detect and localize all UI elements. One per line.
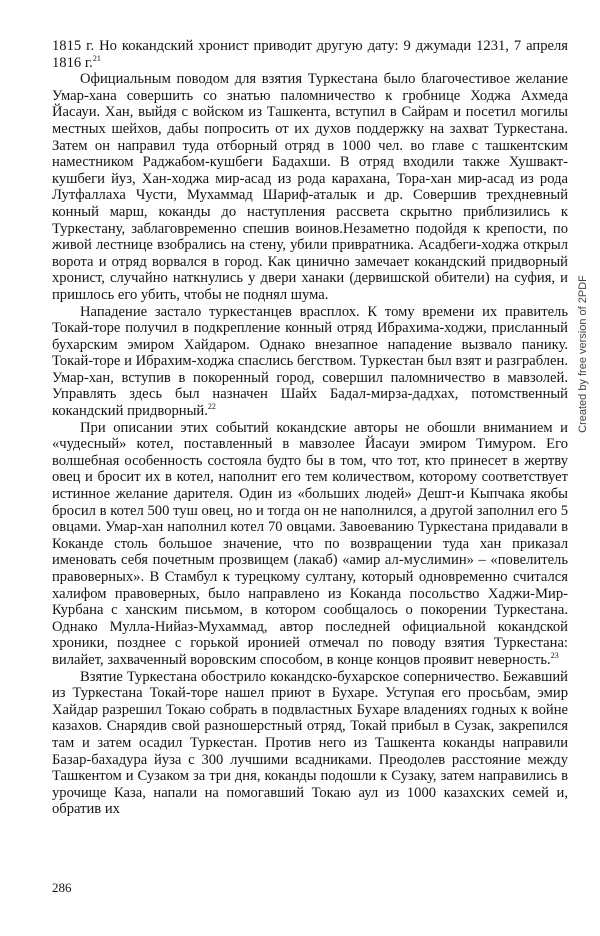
paragraph-5: Взятие Туркестана обострило кокандско-бухарское соперничество. Бежавший из Туркестана Токай-торе нашел приют в Бухаре. Уступая его просьбам, эмир Хайдар разрешил Токаю собрать в подвластных Бухаре владениях годных к войне казахов. Снарядив свой разношерстный отряд, Токай прибыл в Сузак, закрепился там и затем осадил Туркестан. Против него из Ташкента коканды направили Базар-бахадура йуза с 300 лучшими всадниками. Преодолев расстояние между Ташкентом и Сузаком за три дня, коканды подошли к Сузаку, затем направились в урочище Каза, напали на помогавший Токаю аул из 1000 казахских семей и, обратив их bbox=[52, 668, 568, 818]
footnote-ref-21[interactable]: 21 bbox=[92, 53, 101, 63]
watermark-text: Created by free version of 2PDF bbox=[577, 275, 589, 433]
footnote-ref-23[interactable]: 23 bbox=[550, 651, 559, 661]
paragraph-3: Нападение застало туркестанцев врасплох. К тому времени их правитель Токай-торе получил в подкрепление конный отряд Ибрахима-ходжи, присланный бухарским эмиром Хайдаром. Однако внезапное нападение вызвало панику. Токай-торе и Ибрахим-ходжа спаслись бегством. Туркестан был взят и разграблен. Умар-хан, вступив в покоренный город, совершил паломничество в мавзолей. Управлять здесь был назначен Шайх Бадал-мирза-дадхах, потомственный кокандский придворный.$^{22}$ bbox=[52, 303, 568, 420]
page-number: 286 bbox=[52, 880, 72, 895]
paragraph-1: 1815 г. Но кокандский хронист приводит другую дату: 9 джумади 1231, 7 апреля 1816 г.$^{21}$ bbox=[52, 38, 568, 71]
footnote-ref-22[interactable]: 22 bbox=[207, 402, 216, 412]
paragraph-2: Официальным поводом для взятия Туркестана было благочестивое желание Умар-хана совершить со знатью паломничество к гробнице Ходжа Ахмеда Йасауи. Хан, выйдя с войском из Ташкента, вступил в Сайрам и посетил могилы местных шейхов, дабы попросить от их духов поддержку на захват Туркестана. Затем он направил туда отборный отряд в 1000 чел. во главе с ташкентским наместником Раджабом-кушбеги Бадахши. В отряд входили также Хушвакт-кушбеги йуз, Хан-ходжа мир-асад из рода карахана, Тора-хан мир-асад из рода Лутфаллаха Чусти, Мухаммад Шариф-аталык и др. Совершив трехдневный конный марш, коканды до наступления рассвета скрытно приблизились к Туркестану, заблаговременно спешив воинов.Незаметно подойдя к крепости, по живой лестнице взобрались на стену, убили привратника. Асадбеги-ходжа открыл ворота и отряд ворвался в город. Как цинично замечает кокандский придворный хронист, случайно наткнулись у двери ханаки (дервишской обители) на суфия, и пришлось его убить, чтобы не поднял шума. bbox=[52, 71, 568, 303]
paragraph-4: При описании этих событий кокандские авторы не обошли вниманием и «чудесный» котел, поставленный в мавзолее Йасауи эмиром Тимуром. Его волшебная особенность состояла будто бы в том, что тот, кто принесет в жертву овец и бросит их в котел, наполнит его тем количеством, которому соответствует истинное желание дарителя. Один из «больших людей» Дешт-и Кыпчака якобы бросил в котел 500 туш овец, но и тогда он не наполнился, а другой заполнил его 5 овцами. Умар-хан наполнил котел 70 овцами. Завоеванию Туркестана придавали в Коканде столь большое значение, что по возвращении туда хан приказал именовать себя почетным прозвищем (лакаб) «амир ал-муслимин» – «повелитель правоверных». В Стамбул к турецкому султану, который одновременно считался халифом правоверных, было направлено из Коканда посольство Хаджи-Мир-Курбана с ханским письмом, в котором сообщалось о покорении Туркестана. Однако Мулла-Нийаз-Мухаммад, автор последней официальной кокандской хроники, позднее с горькой иронией отмечал по поводу взятия Туркестана: вилайет, захваченный воровским способом, в конце концов проявит неверность.$^{23}$ bbox=[52, 419, 568, 668]
page-body bbox=[52, 38, 568, 818]
